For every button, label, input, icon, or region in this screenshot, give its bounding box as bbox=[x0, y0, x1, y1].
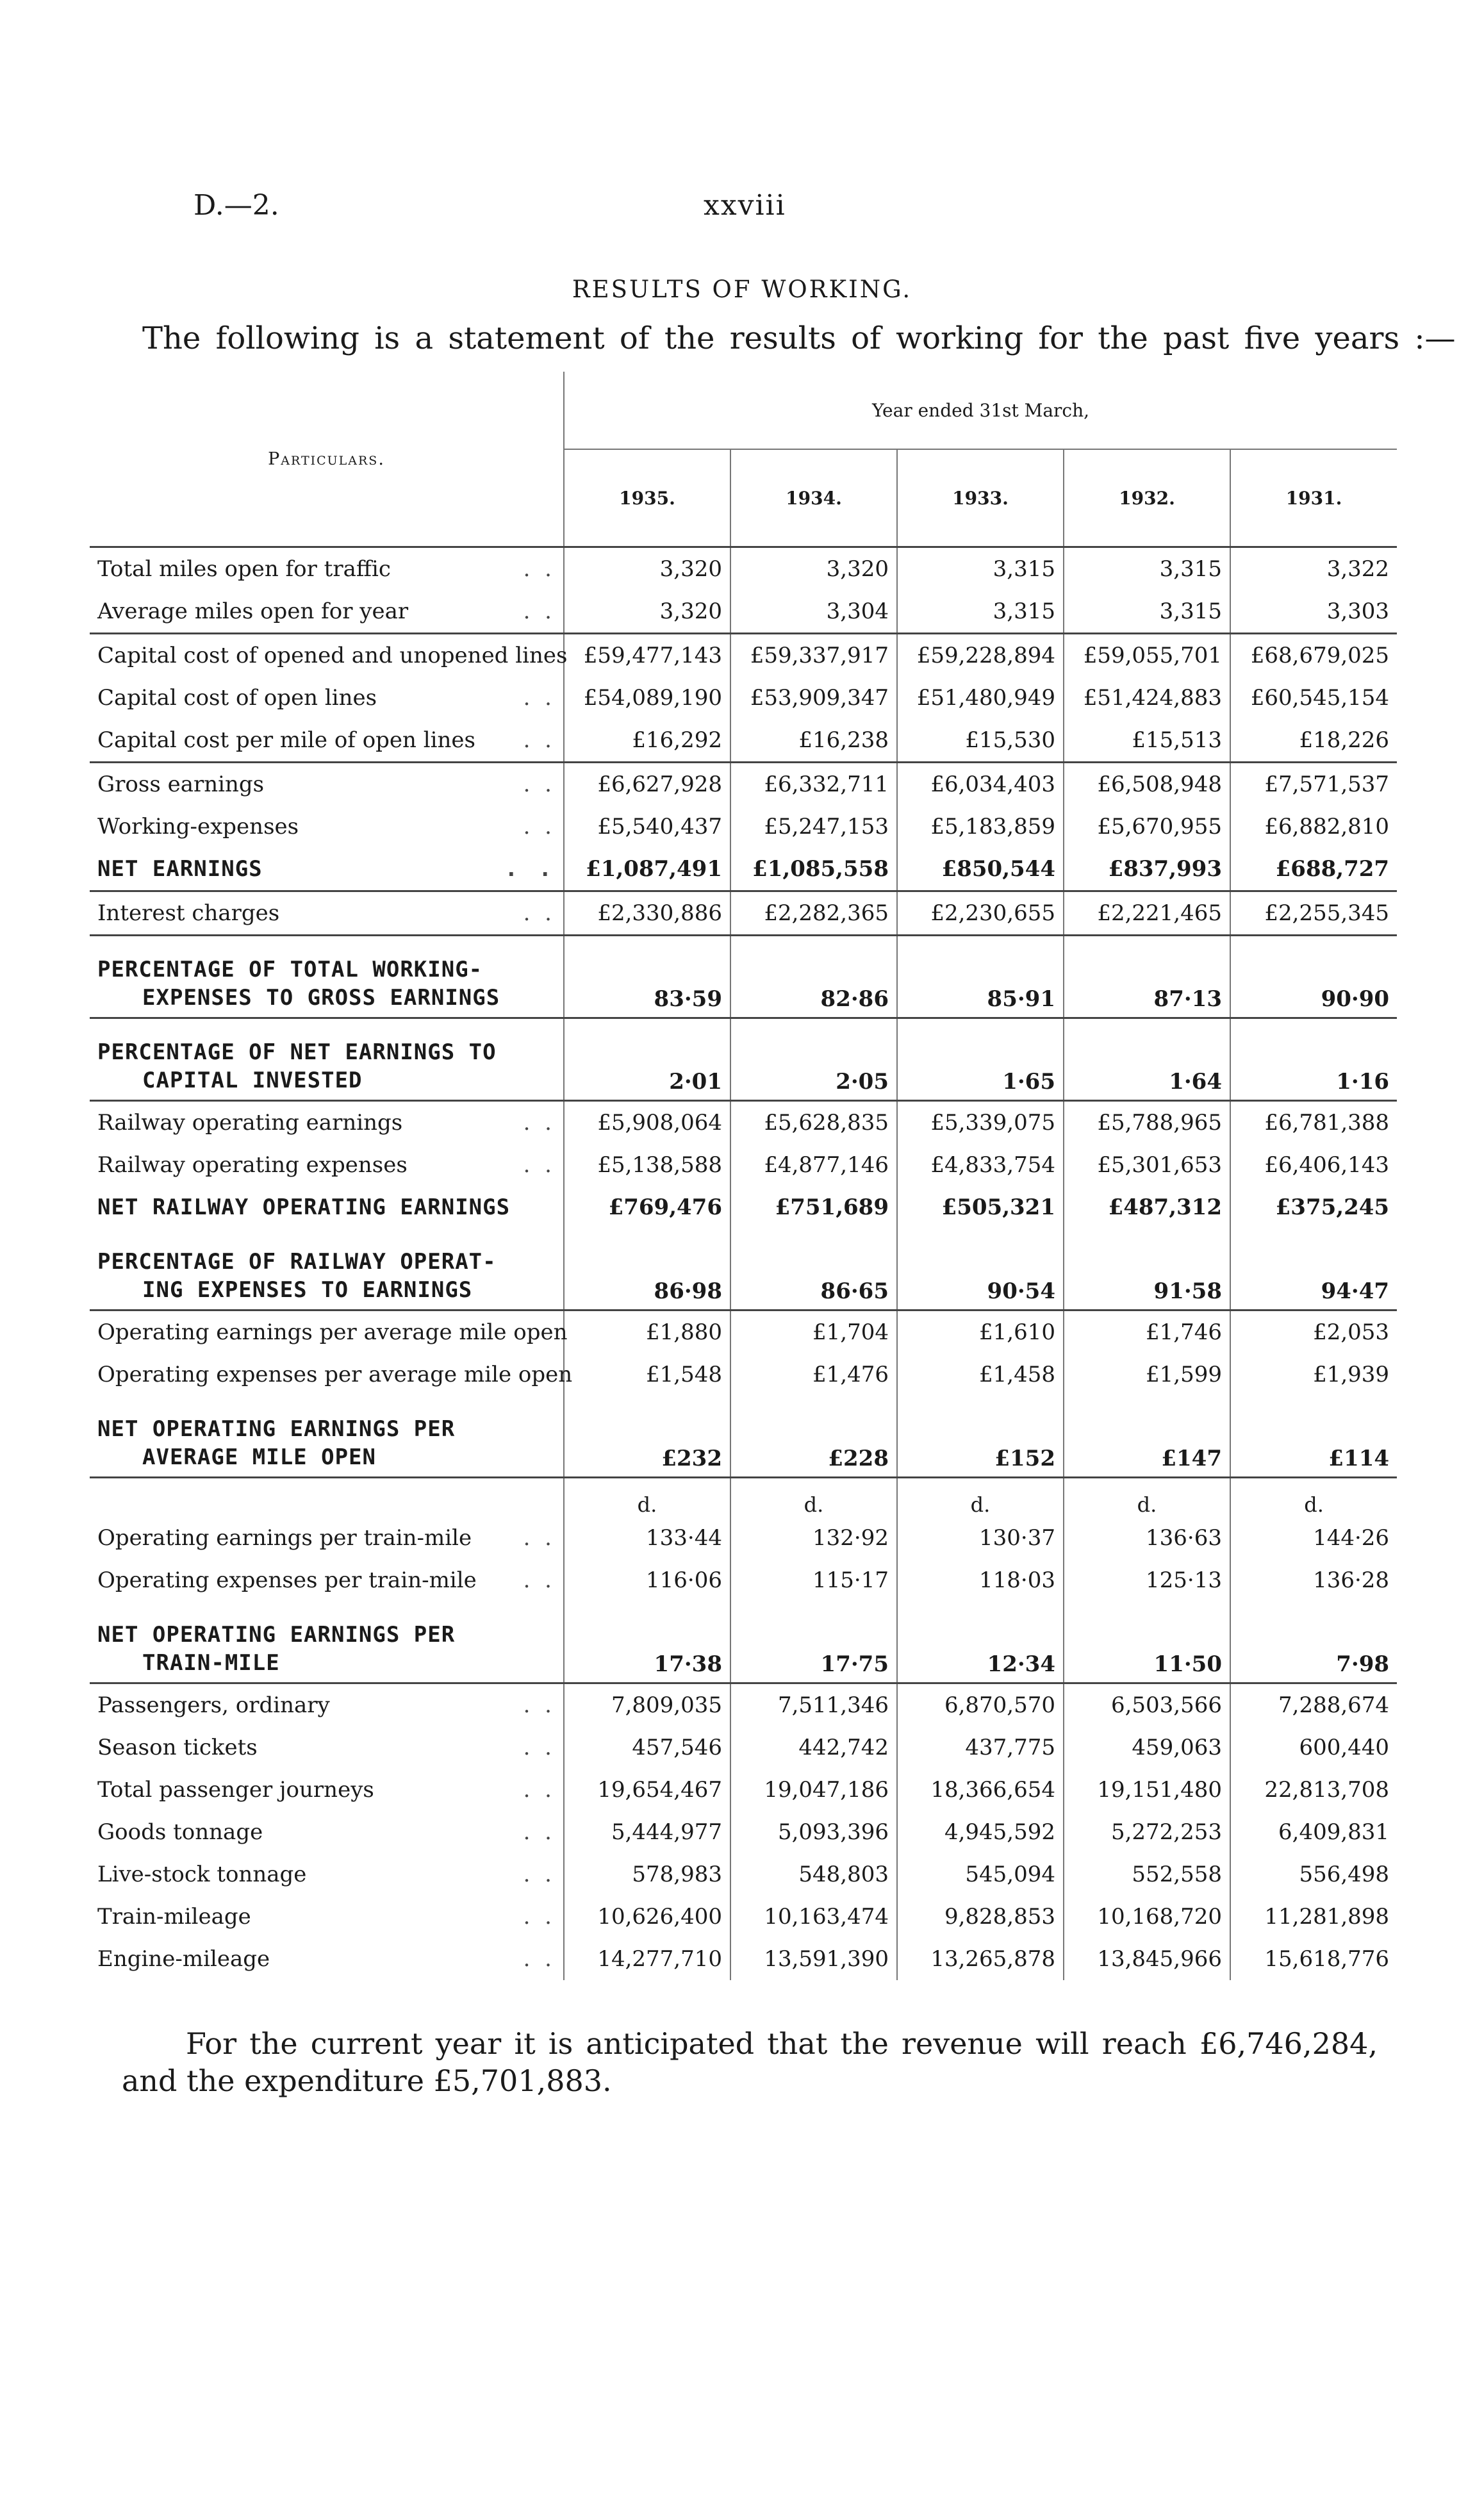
value-cell: £232 bbox=[564, 1396, 730, 1478]
value-cell: £5,628,835 bbox=[730, 1101, 897, 1145]
table-row bbox=[90, 1018, 1397, 1101]
value-cell: 545,094 bbox=[897, 1853, 1064, 1896]
row-label bbox=[90, 1186, 564, 1228]
row-label-text: Interest charges bbox=[97, 900, 280, 926]
value-cell: £68,679,025 bbox=[1230, 634, 1397, 677]
row-label bbox=[90, 1853, 564, 1896]
table-row bbox=[90, 763, 1397, 806]
row-label-text: Train-mileage bbox=[97, 1904, 251, 1930]
value-cell: £16,238 bbox=[730, 719, 897, 763]
value-cell: 1·16 bbox=[1230, 1018, 1397, 1101]
row-label bbox=[90, 547, 564, 591]
row-label-text: Capital cost per mile of open lines bbox=[97, 727, 475, 753]
value-cell: 19,151,480 bbox=[1064, 1769, 1230, 1811]
leader-dots: . . bbox=[523, 1152, 556, 1178]
value-cell: 19,654,467 bbox=[564, 1769, 730, 1811]
row-label bbox=[90, 1726, 564, 1769]
value-cell: 13,845,966 bbox=[1064, 1938, 1230, 1980]
leader-dots: . . bbox=[523, 814, 556, 839]
value-cell: £54,089,190 bbox=[564, 677, 730, 719]
value-cell: £1,085,558 bbox=[730, 848, 897, 891]
value-cell: £505,321 bbox=[897, 1186, 1064, 1228]
value-cell: £18,226 bbox=[1230, 719, 1397, 763]
page-number: xxviii bbox=[704, 189, 786, 222]
value-cell: 578,983 bbox=[564, 1853, 730, 1896]
row-label bbox=[90, 634, 568, 677]
row-label bbox=[90, 590, 564, 634]
value-cell: £1,476 bbox=[730, 1353, 897, 1396]
value-cell: 13,591,390 bbox=[730, 1938, 897, 1980]
unit-label: d. bbox=[1230, 1478, 1397, 1517]
value-cell: 86·98 bbox=[564, 1228, 730, 1310]
value-cell: 18,366,654 bbox=[897, 1769, 1064, 1811]
table-row bbox=[90, 547, 1397, 591]
row-label bbox=[90, 1310, 568, 1354]
value-cell: 3,315 bbox=[897, 590, 1064, 634]
value-cell: £6,882,810 bbox=[1230, 806, 1397, 848]
row-label-line2: AVERAGE MILE OPEN bbox=[142, 1444, 376, 1470]
row-label bbox=[90, 1228, 564, 1310]
row-label-text: Passengers, ordinary bbox=[97, 1692, 330, 1718]
row-label bbox=[90, 1769, 564, 1811]
leader-dots: . . bbox=[523, 727, 556, 753]
value-cell: £1,880 bbox=[564, 1310, 730, 1354]
value-cell: 136·28 bbox=[1230, 1559, 1397, 1601]
value-cell: £147 bbox=[1064, 1396, 1230, 1478]
value-cell: 3,320 bbox=[564, 547, 730, 591]
value-cell: 11,281,898 bbox=[1230, 1896, 1397, 1938]
value-cell: £6,332,711 bbox=[730, 763, 897, 806]
leader-dots: . . bbox=[523, 1567, 556, 1593]
value-cell: £6,406,143 bbox=[1230, 1144, 1397, 1186]
value-cell: £15,530 bbox=[897, 719, 1064, 763]
value-cell: 90·54 bbox=[897, 1228, 1064, 1310]
row-label bbox=[90, 891, 564, 936]
year-ended-header: Year ended 31st March, bbox=[564, 372, 1397, 449]
value-cell: 19,047,186 bbox=[730, 1769, 897, 1811]
value-cell: 7,511,346 bbox=[730, 1683, 897, 1727]
year-header: 1931. bbox=[1230, 449, 1397, 547]
value-cell: £59,228,894 bbox=[897, 634, 1064, 677]
value-cell: £688,727 bbox=[1230, 848, 1397, 891]
value-cell: 600,440 bbox=[1230, 1726, 1397, 1769]
row-label bbox=[90, 1938, 564, 1980]
value-cell: 442,742 bbox=[730, 1726, 897, 1769]
year-header: 1935. bbox=[564, 449, 730, 547]
value-cell: £15,513 bbox=[1064, 719, 1230, 763]
value-cell: 9,828,853 bbox=[897, 1896, 1064, 1938]
value-cell: 3,303 bbox=[1230, 590, 1397, 634]
value-cell: 5,444,977 bbox=[564, 1811, 730, 1853]
unit-label: d. bbox=[1064, 1478, 1230, 1517]
row-label-text: NET EARNINGS bbox=[97, 856, 263, 882]
value-cell: £769,476 bbox=[564, 1186, 730, 1228]
value-cell: 2·05 bbox=[730, 1018, 897, 1101]
row-label bbox=[90, 848, 564, 891]
value-cell: £5,247,153 bbox=[730, 806, 897, 848]
value-cell: £1,087,491 bbox=[564, 848, 730, 891]
row-label bbox=[90, 1683, 564, 1727]
row-label bbox=[90, 1811, 564, 1853]
table-row bbox=[90, 1186, 1397, 1228]
value-cell: 3,320 bbox=[730, 547, 897, 591]
table-row bbox=[90, 1310, 1397, 1354]
value-cell: 3,304 bbox=[730, 590, 897, 634]
value-cell: 91·58 bbox=[1064, 1228, 1230, 1310]
leader-dots: . . bbox=[523, 1904, 556, 1930]
unit-label: d. bbox=[730, 1478, 897, 1517]
value-cell: 83·59 bbox=[564, 936, 730, 1018]
row-label bbox=[90, 1559, 564, 1601]
value-cell: £59,337,917 bbox=[730, 634, 897, 677]
value-cell: £837,993 bbox=[1064, 848, 1230, 891]
unit-label: d. bbox=[897, 1478, 1064, 1517]
value-cell: £114 bbox=[1230, 1396, 1397, 1478]
results-body bbox=[90, 547, 1397, 1981]
leader-dots: . . bbox=[523, 1735, 556, 1760]
value-cell: 10,168,720 bbox=[1064, 1896, 1230, 1938]
value-cell: £5,788,965 bbox=[1064, 1101, 1230, 1145]
leader-dots: . . bbox=[523, 1777, 556, 1803]
table-row bbox=[90, 1228, 1397, 1310]
value-cell: 552,558 bbox=[1064, 1853, 1230, 1896]
value-cell: 133·44 bbox=[564, 1517, 730, 1559]
value-cell: 7,288,674 bbox=[1230, 1683, 1397, 1727]
unit-row-spacer bbox=[90, 1478, 564, 1517]
table-row bbox=[90, 1769, 1397, 1811]
value-cell: £59,477,143 bbox=[564, 634, 730, 677]
value-cell: £751,689 bbox=[730, 1186, 897, 1228]
particulars-header: Particulars. bbox=[90, 372, 564, 547]
value-cell: 17·75 bbox=[730, 1601, 897, 1683]
value-cell: 86·65 bbox=[730, 1228, 897, 1310]
row-label-line2: ING EXPENSES TO EARNINGS bbox=[142, 1277, 473, 1303]
value-cell: £2,255,345 bbox=[1230, 891, 1397, 936]
table-row bbox=[90, 806, 1397, 848]
leader-dots: . . bbox=[523, 556, 556, 582]
table-row bbox=[90, 1726, 1397, 1769]
value-cell: 5,093,396 bbox=[730, 1811, 897, 1853]
value-cell: 15,618,776 bbox=[1230, 1938, 1397, 1980]
value-cell: 3,315 bbox=[1064, 590, 1230, 634]
row-label bbox=[90, 1144, 564, 1186]
table-row bbox=[90, 634, 1397, 677]
year-header: 1932. bbox=[1064, 449, 1230, 547]
table-row bbox=[90, 590, 1397, 634]
row-label bbox=[90, 763, 564, 806]
value-cell: 116·06 bbox=[564, 1559, 730, 1601]
table-row bbox=[90, 1353, 1397, 1396]
row-label-line2: EXPENSES TO GROSS EARNINGS bbox=[142, 985, 500, 1011]
row-label-line2: CAPITAL INVESTED bbox=[142, 1068, 363, 1093]
row-label-text: Engine-mileage bbox=[97, 1946, 270, 1972]
value-cell: 132·92 bbox=[730, 1517, 897, 1559]
value-cell: 556,498 bbox=[1230, 1853, 1397, 1896]
row-label-line1: PERCENTAGE OF RAILWAY OPERAT- bbox=[97, 1249, 497, 1275]
row-label-text: Railway operating expenses bbox=[97, 1152, 408, 1178]
row-label bbox=[90, 1353, 573, 1396]
table-row bbox=[90, 677, 1397, 719]
value-cell: 14,277,710 bbox=[564, 1938, 730, 1980]
value-cell: £2,221,465 bbox=[1064, 891, 1230, 936]
value-cell: £850,544 bbox=[897, 848, 1064, 891]
value-cell: 85·91 bbox=[897, 936, 1064, 1018]
value-cell: £4,877,146 bbox=[730, 1144, 897, 1186]
row-label-text: Railway operating earnings bbox=[97, 1110, 403, 1136]
value-cell: £5,301,653 bbox=[1064, 1144, 1230, 1186]
value-cell: 115·17 bbox=[730, 1559, 897, 1601]
value-cell: 6,870,570 bbox=[897, 1683, 1064, 1727]
value-cell: 7,809,035 bbox=[564, 1683, 730, 1727]
leader-dots: . . bbox=[523, 599, 556, 624]
value-cell: 548,803 bbox=[730, 1853, 897, 1896]
value-cell: £16,292 bbox=[564, 719, 730, 763]
value-cell: 5,272,253 bbox=[1064, 1811, 1230, 1853]
value-cell: £53,909,347 bbox=[730, 677, 897, 719]
value-cell: 136·63 bbox=[1064, 1517, 1230, 1559]
value-cell: £1,746 bbox=[1064, 1310, 1230, 1354]
value-cell: 17·38 bbox=[564, 1601, 730, 1683]
document-reference: D.—2. bbox=[194, 189, 279, 222]
row-label-text: Operating earnings per train-mile bbox=[97, 1525, 472, 1551]
row-label-text: Total passenger journeys bbox=[97, 1777, 374, 1803]
value-cell: £51,424,883 bbox=[1064, 677, 1230, 719]
value-cell: 2·01 bbox=[564, 1018, 730, 1101]
row-label-text: Average miles open for year bbox=[97, 599, 409, 624]
row-label-text: Season tickets bbox=[97, 1735, 258, 1760]
row-label-line2: TRAIN-MILE bbox=[142, 1650, 280, 1676]
row-label-text: Capital cost of opened and unopened lines bbox=[97, 643, 568, 668]
value-cell: 3,315 bbox=[897, 547, 1064, 591]
year-header: 1933. bbox=[897, 449, 1064, 547]
table-row bbox=[90, 1683, 1397, 1727]
row-label-text: Operating expenses per train-mile bbox=[97, 1567, 477, 1593]
row-label-text: Capital cost of open lines bbox=[97, 685, 377, 711]
value-cell: £2,230,655 bbox=[897, 891, 1064, 936]
row-label-text: Operating expenses per average mile open bbox=[97, 1362, 573, 1387]
value-cell: 6,409,831 bbox=[1230, 1811, 1397, 1853]
value-cell: £375,245 bbox=[1230, 1186, 1397, 1228]
row-label bbox=[90, 1018, 564, 1101]
table-row bbox=[90, 936, 1397, 1018]
value-cell: 4,945,592 bbox=[897, 1811, 1064, 1853]
value-cell: 87·13 bbox=[1064, 936, 1230, 1018]
table-row bbox=[90, 1559, 1397, 1601]
section-title: RESULTS OF WORKING. bbox=[572, 276, 912, 303]
value-cell: 90·90 bbox=[1230, 936, 1397, 1018]
row-label bbox=[90, 1896, 564, 1938]
value-cell: 10,163,474 bbox=[730, 1896, 897, 1938]
table-row bbox=[90, 1811, 1397, 1853]
row-label-line1: PERCENTAGE OF TOTAL WORKING- bbox=[97, 957, 483, 982]
unit-label: d. bbox=[564, 1478, 730, 1517]
value-cell: £1,599 bbox=[1064, 1353, 1230, 1396]
value-cell: £487,312 bbox=[1064, 1186, 1230, 1228]
value-cell: £6,508,948 bbox=[1064, 763, 1230, 806]
leader-dots: . . bbox=[523, 1692, 556, 1718]
row-label-text: Working-expenses bbox=[97, 814, 299, 839]
value-cell: 437,775 bbox=[897, 1726, 1064, 1769]
row-label bbox=[90, 806, 564, 848]
value-cell: 3,322 bbox=[1230, 547, 1397, 591]
row-label bbox=[90, 1101, 564, 1145]
value-cell: £1,548 bbox=[564, 1353, 730, 1396]
row-label bbox=[90, 677, 564, 719]
value-cell: £1,458 bbox=[897, 1353, 1064, 1396]
value-cell: £1,704 bbox=[730, 1310, 897, 1354]
leader-dots: . . bbox=[523, 900, 556, 926]
value-cell: 125·13 bbox=[1064, 1559, 1230, 1601]
table-row bbox=[90, 1144, 1397, 1186]
value-cell: £1,939 bbox=[1230, 1353, 1397, 1396]
value-cell: £2,053 bbox=[1230, 1310, 1397, 1354]
value-cell: £1,610 bbox=[897, 1310, 1064, 1354]
row-label bbox=[90, 1517, 564, 1559]
value-cell: £6,034,403 bbox=[897, 763, 1064, 806]
row-label-line1: NET OPERATING EARNINGS PER bbox=[97, 1622, 456, 1648]
leader-dots: . . bbox=[523, 1946, 556, 1972]
row-label-line1: NET OPERATING EARNINGS PER bbox=[97, 1416, 456, 1442]
table-row bbox=[90, 1517, 1397, 1559]
value-cell: 457,546 bbox=[564, 1726, 730, 1769]
leader-dots: . . bbox=[523, 1819, 556, 1845]
value-cell: 3,315 bbox=[1064, 547, 1230, 591]
value-cell: £6,781,388 bbox=[1230, 1101, 1397, 1145]
value-cell: 6,503,566 bbox=[1064, 1683, 1230, 1727]
value-cell: 459,063 bbox=[1064, 1726, 1230, 1769]
value-cell: 11·50 bbox=[1064, 1601, 1230, 1683]
value-cell: 7·98 bbox=[1230, 1601, 1397, 1683]
leader-dots: . . bbox=[523, 772, 556, 797]
row-label-line1: PERCENTAGE OF NET EARNINGS TO bbox=[97, 1039, 497, 1065]
row-label bbox=[90, 1396, 564, 1478]
table-row bbox=[90, 1938, 1397, 1980]
value-cell: £228 bbox=[730, 1396, 897, 1478]
value-cell: £7,571,537 bbox=[1230, 763, 1397, 806]
row-label-text: Operating earnings per average mile open bbox=[97, 1319, 568, 1345]
table-row bbox=[90, 891, 1397, 936]
value-cell: 12·34 bbox=[897, 1601, 1064, 1683]
value-cell: 10,626,400 bbox=[564, 1896, 730, 1938]
value-cell: £4,833,754 bbox=[897, 1144, 1064, 1186]
value-cell: £5,540,437 bbox=[564, 806, 730, 848]
value-cell: £6,627,928 bbox=[564, 763, 730, 806]
footer-note: For the current year it is anticipated that the revenue will reach £6,746,284, and the expenditure £5,701,883. bbox=[122, 2026, 1378, 2098]
table-row bbox=[90, 848, 1397, 891]
table-row bbox=[90, 1396, 1397, 1478]
value-cell: 13,265,878 bbox=[897, 1938, 1064, 1980]
row-label bbox=[90, 1601, 564, 1683]
value-cell: 82·86 bbox=[730, 936, 897, 1018]
value-cell: £2,282,365 bbox=[730, 891, 897, 936]
value-cell: 22,813,708 bbox=[1230, 1769, 1397, 1811]
leader-dots: . . bbox=[523, 1110, 556, 1136]
value-cell: 1·65 bbox=[897, 1018, 1064, 1101]
value-cell: £2,330,886 bbox=[564, 891, 730, 936]
row-label-text: Gross earnings bbox=[97, 772, 265, 797]
row-label-text: NET RAILWAY OPERATING EARNINGS bbox=[97, 1195, 511, 1220]
value-cell: 3,320 bbox=[564, 590, 730, 634]
value-cell: £5,138,588 bbox=[564, 1144, 730, 1186]
value-cell: £152 bbox=[897, 1396, 1064, 1478]
row-label-text: Goods tonnage bbox=[97, 1819, 263, 1845]
leader-dots: . . bbox=[523, 1862, 556, 1887]
intro-text: The following is a statement of the results of working for the past five years :— bbox=[142, 320, 1456, 356]
table-row bbox=[90, 1101, 1397, 1145]
value-cell: £51,480,949 bbox=[897, 677, 1064, 719]
leader-dots: . . bbox=[523, 685, 556, 711]
row-label bbox=[90, 936, 564, 1018]
row-label-text: Live-stock tonnage bbox=[97, 1862, 307, 1887]
row-label bbox=[90, 719, 564, 763]
value-cell: 130·37 bbox=[897, 1517, 1064, 1559]
table-row bbox=[90, 1896, 1397, 1938]
leader-dots: . . bbox=[504, 856, 556, 882]
table-row bbox=[90, 719, 1397, 763]
value-cell: 94·47 bbox=[1230, 1228, 1397, 1310]
row-label-text: Total miles open for traffic bbox=[97, 556, 391, 582]
value-cell: 144·26 bbox=[1230, 1517, 1397, 1559]
value-cell: £60,545,154 bbox=[1230, 677, 1397, 719]
value-cell: £5,670,955 bbox=[1064, 806, 1230, 848]
table-row bbox=[90, 1601, 1397, 1683]
leader-dots: . . bbox=[523, 1525, 556, 1551]
value-cell: £5,339,075 bbox=[897, 1101, 1064, 1145]
value-cell: £5,908,064 bbox=[564, 1101, 730, 1145]
table-row bbox=[90, 1853, 1397, 1896]
results-table bbox=[90, 372, 1397, 1980]
value-cell: 1·64 bbox=[1064, 1018, 1230, 1101]
year-header: 1934. bbox=[730, 449, 897, 547]
value-cell: £59,055,701 bbox=[1064, 634, 1230, 677]
value-cell: 118·03 bbox=[897, 1559, 1064, 1601]
value-cell: £5,183,859 bbox=[897, 806, 1064, 848]
